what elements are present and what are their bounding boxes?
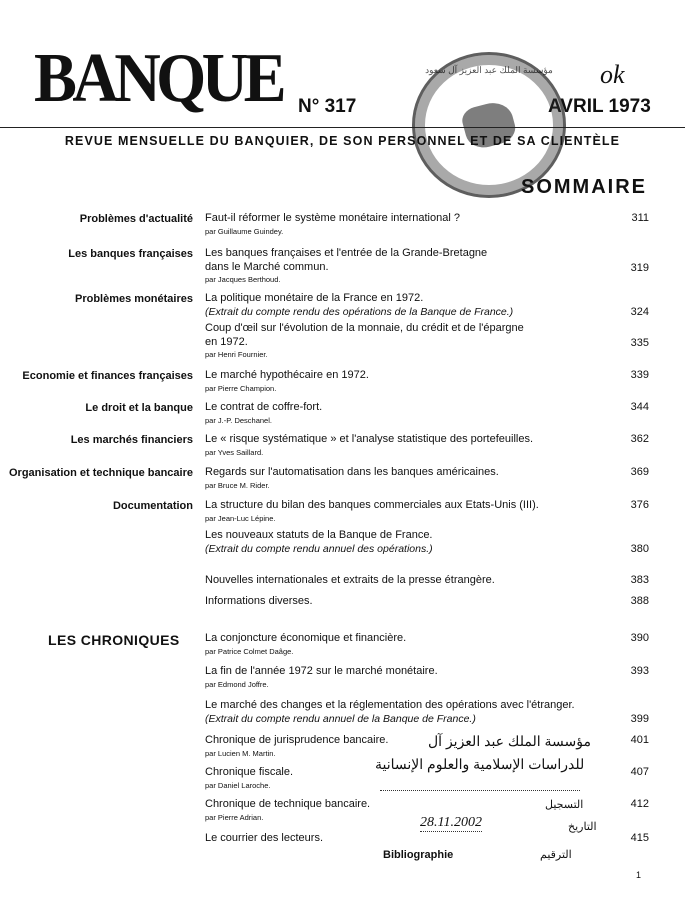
article-title: Le contrat de coffre-fort.: [205, 401, 323, 413]
page-ref: 383: [630, 574, 649, 586]
article-title: Nouvelles internationales et extraits de la presse étrangère.: [205, 574, 495, 586]
page-ref: 319: [630, 262, 649, 274]
article: [205, 499, 620, 525]
article-author: par Jacques Berthoud.: [205, 275, 281, 284]
article: [205, 574, 620, 588]
article-author: par J.-P. Deschanel.: [205, 415, 272, 425]
page-ref: 344: [630, 401, 649, 413]
sommaire-heading: SOMMAIRE: [521, 176, 647, 198]
issue-number: N° 317: [298, 96, 357, 117]
category-label: Problèmes monétaires: [75, 293, 193, 305]
article-title: Le marché hypothécaire en 1972.: [205, 369, 369, 381]
article: [205, 369, 620, 395]
article: [205, 595, 620, 609]
category-label: Les banques françaises: [68, 248, 193, 260]
chroniques-heading: LES CHRONIQUES: [48, 632, 180, 648]
article-title: Le « risque systématique » et l'analyse statistique des portefeuilles.: [205, 433, 534, 445]
article-title: Chronique fiscale.: [205, 766, 294, 778]
handwritten-note: التسجيل: [545, 799, 584, 811]
category-label: Les marchés financiers: [70, 434, 193, 446]
article-extract: (Extrait du compte rendu des opérations de la Banque de France.): [205, 305, 514, 318]
masthead-title: BANQUE: [34, 40, 282, 117]
handwritten-note: مؤسسة الملك عبد العزيز آل: [428, 733, 591, 749]
issue-date: AVRIL 1973: [548, 96, 651, 117]
article: [205, 322, 620, 361]
page-ref: 369: [630, 466, 649, 478]
article-author: par Pierre Adrian.: [205, 812, 264, 822]
dotted-line: [380, 790, 580, 791]
article-title: Le courrier des lecteurs.: [205, 832, 323, 844]
article-author: par Daniel Laroche.: [205, 780, 271, 790]
category-label: Organisation et technique bancaire: [9, 467, 193, 479]
article-title: Chronique de technique bancaire.: [205, 798, 371, 810]
article-author: par Pierre Champion.: [205, 383, 277, 393]
article: [205, 529, 620, 556]
article: [205, 699, 635, 726]
article-title: Informations diverses.: [205, 595, 313, 607]
article-title: La politique monétaire de la France en 1972.: [205, 292, 424, 304]
page-ref: 393: [630, 665, 649, 677]
category-label: Economie et finances françaises: [22, 370, 193, 382]
handwritten-date: 28.11.2002: [420, 815, 482, 830]
page-ref: 362: [630, 433, 649, 445]
article-title: Le marché des changes et la réglementation des opérations avec l'étranger.: [205, 699, 575, 711]
article-title: Les banques françaises et l'entrée de la Grande-Bretagne: [205, 247, 488, 259]
category-label: Problèmes d'actualité: [79, 213, 193, 225]
category-label: Le droit et la banque: [85, 402, 193, 414]
article: [205, 632, 620, 658]
header-rule: [0, 127, 685, 128]
article: [205, 212, 620, 238]
article: [205, 665, 620, 691]
article-title: en 1972.: [205, 335, 248, 348]
article-author: par Henri Fournier.: [205, 350, 268, 359]
page-ref: 335: [630, 337, 649, 349]
page-ref: 415: [630, 832, 649, 844]
article: [205, 401, 620, 427]
bibliographie-label: Bibliographie: [383, 849, 454, 861]
page-ref: 339: [630, 369, 649, 381]
article-title: La conjoncture économique et financière.: [205, 632, 407, 644]
page-ref: 311: [631, 212, 649, 224]
page-ref: 388: [630, 595, 649, 607]
article-author: par Jean-Luc Lépine.: [205, 513, 276, 523]
page-number: 1: [636, 870, 642, 880]
page-ref: 407: [630, 766, 649, 778]
page-ref: 380: [630, 543, 649, 555]
page-ref: 399: [630, 713, 649, 725]
article: [205, 292, 620, 319]
page-ref: 412: [630, 798, 649, 810]
article: [205, 247, 620, 286]
article-title: La fin de l'année 1972 sur le marché monétaire.: [205, 665, 438, 677]
article-author: par Edmond Joffre.: [205, 679, 269, 689]
subtitle: REVUE MENSUELLE DU BANQUIER, DE SON PERSONNEL ET DE SA CLIENTÈLE: [64, 134, 621, 148]
article-title: Faut-il réformer le système monétaire international ?: [205, 212, 460, 224]
article-title: La structure du bilan des banques commerciales aux Etats-Unis (III).: [205, 499, 539, 511]
handwritten-note: للدراسات الإسلامية والعلوم الإنسانية: [375, 756, 585, 772]
article: [205, 433, 620, 459]
handwritten-mark: ok: [600, 60, 625, 89]
page-ref: 376: [630, 499, 649, 511]
page-ref: 401: [630, 734, 649, 746]
page-ref: 324: [630, 306, 649, 318]
category-label: Documentation: [112, 500, 193, 512]
article-title: Les nouveaux statuts de la Banque de France.: [205, 529, 433, 541]
article-author: par Lucien M. Martin.: [205, 748, 276, 758]
article-author: par Guillaume Guindey.: [205, 226, 284, 236]
article-extract: (Extrait du compte rendu annuel de la Banque de France.): [205, 712, 476, 725]
handwritten-note: التاريخ: [568, 821, 597, 833]
stamp-text: مؤسسة الملك عبد العزيز آل سعود: [425, 65, 553, 75]
article-author: par Yves Saillard.: [205, 447, 264, 457]
handwritten-note: الترقيم: [540, 849, 572, 861]
article: [205, 832, 620, 846]
article: [205, 466, 620, 492]
article-title: Chronique de jurisprudence bancaire.: [205, 734, 389, 746]
article-author: par Bruce M. Rider.: [205, 480, 270, 490]
article-author: par Patrice Colmet Daâge.: [205, 646, 294, 656]
article-extract: (Extrait du compte rendu annuel des opérations.): [205, 542, 433, 555]
article-title: dans le Marché commun.: [205, 260, 329, 273]
article-title: Regards sur l'automatisation dans les banques américaines.: [205, 466, 499, 478]
article-title: Coup d'œil sur l'évolution de la monnaie, du crédit et de l'épargne: [205, 322, 524, 334]
page-ref: 390: [630, 632, 649, 644]
